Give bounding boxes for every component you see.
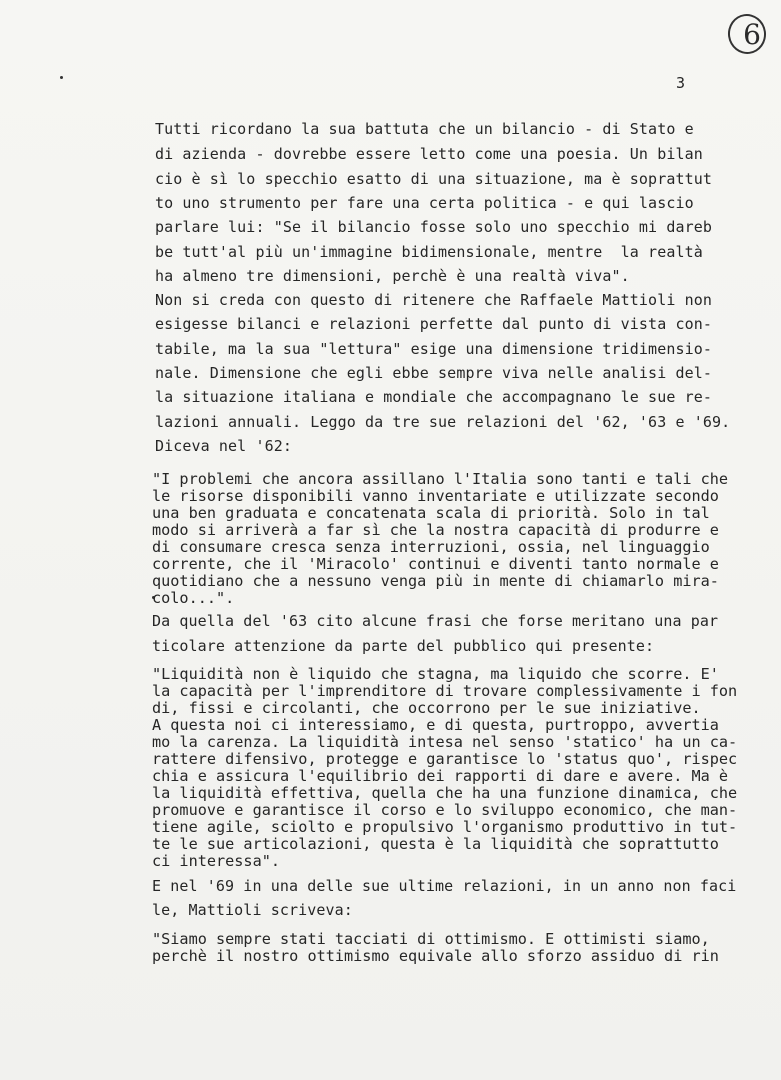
quote-line: ci interessa".: [152, 852, 281, 870]
quote-line: perchè il nostro ottimismo equivale allo sforzo assiduo di rin: [152, 947, 719, 965]
quote-line: modo si arriverà a far sì che la nostra capacità di produrre e: [152, 521, 719, 539]
quote-line: quotidiano che a nessuno venga più in mente di chiamarlo mira-: [152, 572, 719, 590]
quote-line: di, fissi e circolanti, che occorrono per le sue iniziative.: [152, 699, 701, 717]
quote-line: rattere difensivo, protegge e garantisce lo 'status quo', rispec: [152, 750, 738, 768]
text-line: nale. Dimensione che egli ebbe sempre viva nelle analisi del-: [155, 364, 712, 382]
text-line: esigesse bilanci e relazioni perfette dal punto di vista con-: [155, 315, 712, 333]
text-line: Tutti ricordano la sua battuta che un bilancio - di Stato e: [155, 120, 694, 138]
text-line: Non si creda con questo di ritenere che Raffaele Mattioli non: [155, 291, 712, 309]
quote-line: la liquidità effettiva, quella che ha una funzione dinamica, che: [152, 784, 738, 802]
quote-line: "Siamo sempre stati tacciati di ottimismo. E ottimisti siamo,: [152, 930, 710, 948]
quote-line: una ben graduata e concatenata scala di priorità. Solo in tal: [152, 504, 710, 522]
quote-line: te le sue articolazioni, questa è la liquidità che soprattutto: [152, 835, 719, 853]
text-line: lazioni annuali. Leggo da tre sue relazioni del '62, '63 e '69.: [155, 413, 731, 431]
text-line: parlare lui: "Se il bilancio fosse solo uno specchio mi dareb: [155, 218, 712, 236]
quote-line: corrente, che il 'Miracolo' continui e diventi tanto normale e: [152, 555, 719, 573]
quote-line: mo la carenza. La liquidità intesa nel senso 'statico' ha un ca-: [152, 733, 738, 751]
page-number: 3: [676, 74, 686, 92]
text-line: E nel '69 in una delle sue ultime relazioni, in un anno non faci: [152, 877, 737, 895]
text-line: la situazione italiana e mondiale che accompagnano le sue re-: [155, 388, 712, 406]
quote-line: A questa noi ci interessiamo, e di questa, purtroppo, avvertia: [152, 716, 719, 734]
text-line: cio è sì lo specchio esatto di una situazione, ma è soprattut: [155, 170, 712, 188]
quote-line: chia e assicura l'equilibrio dei rapporti di dare e avere. Ma è: [152, 767, 729, 785]
text-line: ha almeno tre dimensioni, perchè è una realtà viva".: [155, 267, 630, 285]
text-line: tabile, ma la sua "lettura" esige una dimensione tridimensio-: [155, 340, 712, 358]
text-line: di azienda - dovrebbe essere letto come una poesia. Un bilan: [155, 145, 703, 163]
text-line: Diceva nel '62:: [155, 437, 292, 455]
text-line: be tutt'al più un'immagine bidimensionale, mentre la realtà: [155, 243, 703, 261]
text-line: ticolare attenzione da parte del pubblico qui presente:: [152, 637, 655, 655]
text-line: Da quella del '63 cito alcune frasi che forse meritano una par: [152, 612, 719, 630]
quote-line: le risorse disponibili vanno inventariate e utilizzate secondo: [152, 487, 719, 505]
quote-line: "Liquidità non è liquido che stagna, ma liquido che scorre. E': [152, 665, 719, 683]
quote-line: la capacità per l'imprenditore di trovare complessivamente i fon: [152, 682, 738, 700]
quote-line: "I problemi che ancora assillano l'Italia sono tanti e tali che: [152, 470, 729, 488]
quote-line: colo...".: [152, 589, 235, 607]
quote-line: promuove e garantisce il corso e lo sviluppo economico, che man-: [152, 801, 738, 819]
text-line: le, Mattioli scriveva:: [152, 901, 353, 919]
quote-line: tiene agile, sciolto e propulsivo l'organismo produttivo in tut-: [152, 818, 738, 836]
handwritten-page-number: 6: [743, 18, 761, 51]
quote-line: di consumare cresca senza interruzioni, ossia, nel linguaggio: [152, 538, 710, 556]
ink-speck: [60, 76, 63, 79]
text-line: to uno strumento per fare una certa politica - e qui lascio: [155, 194, 694, 212]
